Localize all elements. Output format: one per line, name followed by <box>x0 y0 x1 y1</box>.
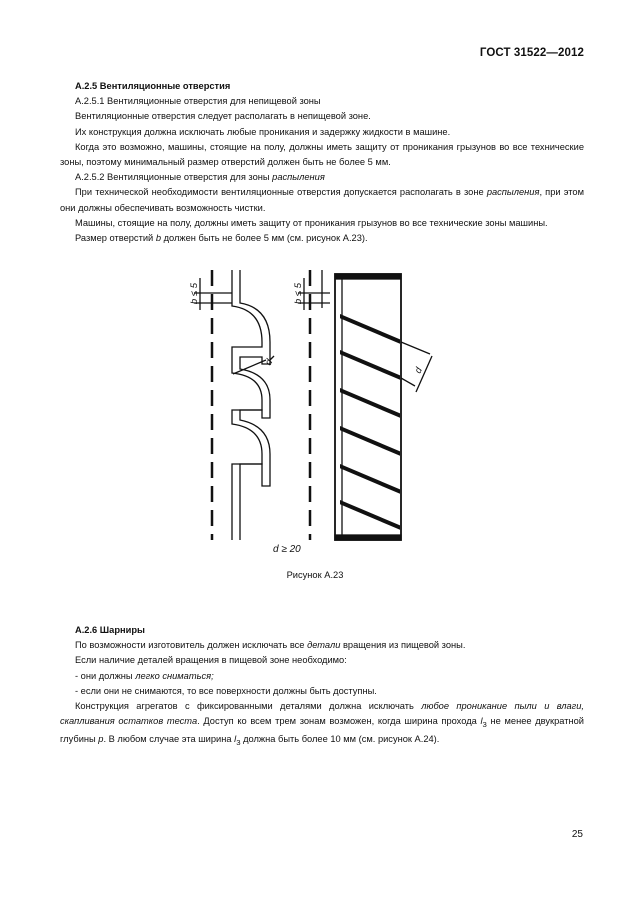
louver-slat <box>335 350 401 378</box>
italic-term: распыления <box>272 172 325 183</box>
left-louver-profile <box>240 270 270 540</box>
paragraph-text: Размер отверстий <box>75 233 156 244</box>
paragraph: Вентиляционные отверстия следует располагать в непищевой зоне. <box>75 111 371 122</box>
label-d-right: d <box>412 365 425 376</box>
louver-slat <box>335 388 401 416</box>
paragraph: Машины, стоящие на полу, должны иметь защиту от проникания грызунов во все технические зоны машины. <box>75 217 548 228</box>
louver-slat <box>335 314 401 342</box>
italic-term: детали <box>307 640 341 651</box>
frame-top-bar <box>335 274 401 279</box>
section-heading: А.2.6 Шарниры <box>75 625 145 635</box>
subscript: 3 <box>236 738 241 748</box>
italic-symbol: p <box>98 734 104 745</box>
italic-term: легко сниматься; <box>135 670 214 681</box>
paragraph: А.2.5.1 Вентиляционные отверстия для непищевой зоны <box>75 96 321 107</box>
dimension-extension <box>401 378 415 386</box>
paragraph: Их конструкция должна исключать любые проникания и задержку жидкости в машине. <box>75 126 451 137</box>
label-b-left: b ≤ 5 <box>189 283 200 305</box>
italic-term: распыления <box>486 187 540 198</box>
subscript: 3 <box>482 720 487 730</box>
label-d-left: d <box>263 357 276 368</box>
paragraph: Если наличие деталей вращения в пищевой зоне необходимо: <box>75 655 347 666</box>
paragraph-text: вращения из пищевой зоны. <box>340 640 466 651</box>
section-heading: А.2.5 Вентиляционные отверстия <box>75 81 231 91</box>
louver-slats <box>335 314 401 528</box>
paragraph-text: должен быть не более 5 мм (см. рисунок А.23). <box>160 233 368 244</box>
paragraph-text: - они должны <box>75 670 136 681</box>
list-item: - если они не снимаются, то все поверхности должны быть доступны. <box>75 685 377 696</box>
figure-condition: d ≥ 20 <box>273 544 301 555</box>
section-a25 <box>60 79 584 246</box>
italic-symbol: l <box>234 734 237 745</box>
dimension-extension <box>401 342 430 354</box>
paragraph-text: А.2.5.2 Вентиляционные отверстия для зоны <box>75 172 273 183</box>
paragraph-text: По возможности изготовитель должен исключать все <box>75 640 308 651</box>
list-item <box>60 669 584 684</box>
louver-slat <box>335 464 401 492</box>
paragraph-text: . Доступ ко всем трем зонам возможен, когда ширина прохода <box>197 716 481 727</box>
louver-slat <box>335 426 401 454</box>
right-louver-drawing <box>298 270 432 540</box>
paragraph <box>60 699 584 750</box>
section-a26 <box>60 623 584 750</box>
standard-code: ГОСТ 31522—2012 <box>479 47 584 59</box>
paragraph <box>60 638 584 653</box>
paragraph <box>60 185 584 215</box>
paragraph-text: должна быть более 10 мм (см. рисунок А.24). <box>240 734 440 745</box>
page-number: 25 <box>571 829 583 840</box>
paragraph-text: не менее двукратной глубины <box>60 716 584 745</box>
italic-symbol: l <box>480 716 483 727</box>
paragraph <box>60 231 584 246</box>
paragraph-text: . В любом случае эта ширина <box>103 734 235 745</box>
italic-symbol: b <box>155 233 161 244</box>
frame-bottom-bar <box>335 535 401 540</box>
frame-outline <box>335 274 401 540</box>
figure-caption: Рисунок А.23 <box>286 570 344 580</box>
italic-term: любое проникание пыли и влаги, скапливания остатков теста <box>60 701 585 727</box>
figure-a23 <box>170 248 470 558</box>
louver-slat <box>335 500 401 528</box>
label-b-right: b ≤ 5 <box>293 283 304 305</box>
paragraph-text: , при этом они должны обеспечивать возможность чистки. <box>60 187 584 213</box>
paragraph-text: При технической необходимости вентиляционные отверстия допускается располагать в зоне <box>75 187 487 198</box>
paragraph-text: Конструкция агрегатов с фиксированными деталями должна исключать <box>75 701 422 712</box>
paragraph <box>60 170 584 185</box>
paragraph: Когда это возможно, машины, стоящие на полу, должны иметь защиту от проникания грызунов во все технические зоны, поэтому минимальный размер отверстий должен быть не более 5 мм. <box>60 141 584 168</box>
left-louver-drawing <box>194 270 274 540</box>
